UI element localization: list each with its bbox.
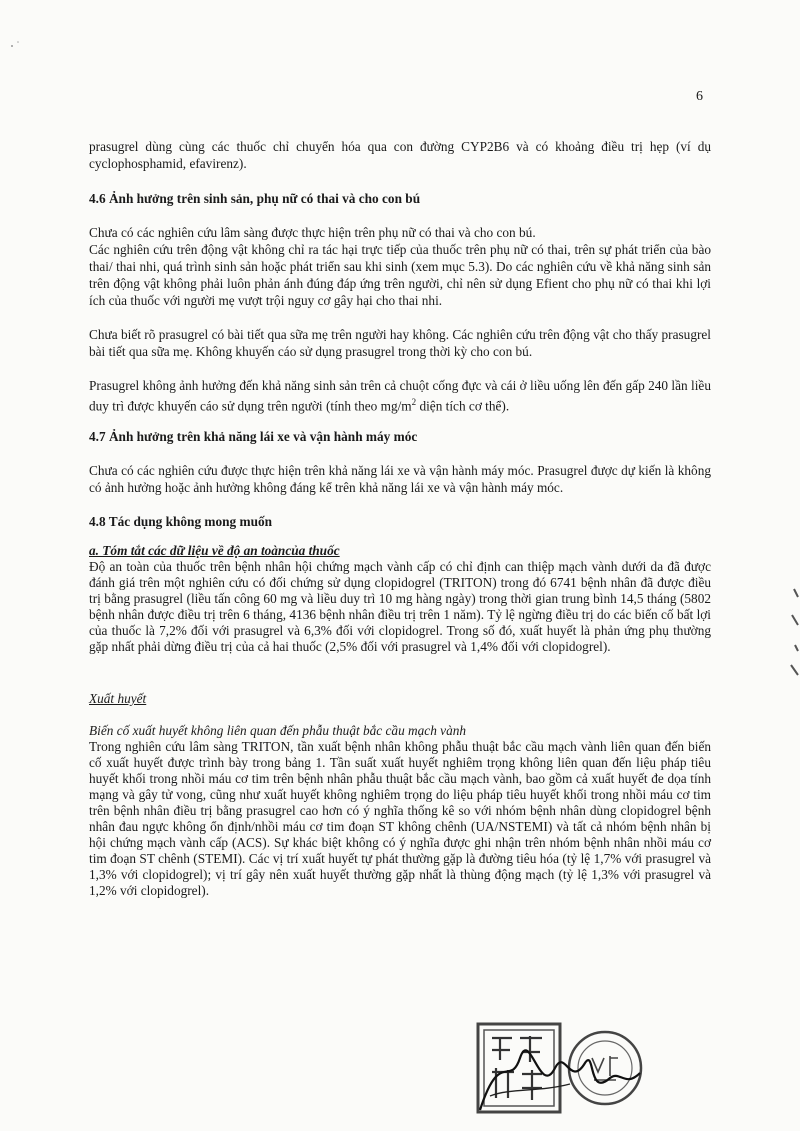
page-number: 6 bbox=[696, 89, 703, 104]
bleeding-section bbox=[89, 690, 711, 707]
para-3-sup: 2 bbox=[411, 397, 417, 407]
section-4-6 bbox=[89, 190, 711, 207]
section-4-6-para-3-text bbox=[89, 377, 711, 414]
non-cabg-heading: Biến cố xuất huyết không liên quan đến phẫu thuật bắc cầu mạch vành bbox=[89, 723, 467, 738]
scan-corner-dot bbox=[6, 38, 26, 58]
section-4-7-para-1 bbox=[89, 462, 711, 496]
para-3-before: Prasugrel không ảnh hưởng đến khả năng sinh sản trên cả chuột cống đực và cái ở liều uống lên đến gấp 240 lần liều duy trì được khuyến cáo sử dụng trên người (tính theo mg/m bbox=[89, 378, 711, 414]
non-cabg-section bbox=[89, 723, 711, 899]
intro-text: prasugrel dùng cùng các thuốc chỉ chuyển hóa qua con đường CYP2B6 và có khoảng điều trị hẹp (ví dụ cyclophosphamid, efavirenz). bbox=[89, 139, 711, 171]
section-4-6-para-2-text: Chưa biết rõ prasugrel có bài tiết qua sữa mẹ trên người hay không. Các nghiên cứu trên động vật cho thấy prasugrel bài tiết qua sữa mẹ. Không khuyến cáo sử dụng prasugrel trong thời kỳ cho con bú. bbox=[89, 327, 711, 359]
section-4-6-para-1 bbox=[89, 224, 711, 309]
section-4-8-a bbox=[89, 543, 711, 655]
section-4-7-para-1-text: Chưa có các nghiên cứu được thực hiện trên khả năng lái xe và vận hành máy móc. Prasugrel được dự kiến là không có ảnh hưởng hoặc ảnh hưởng không đáng kể trên khả năng lái xe và vận hành máy móc. bbox=[89, 463, 711, 495]
bleeding-heading: Xuất huyết bbox=[89, 691, 147, 706]
section-4-8-a-heading: a. Tóm tắt các dữ liệu về độ an toàncủa thuốc bbox=[89, 543, 340, 558]
section-4-6-para-1a: Chưa có các nghiên cứu lâm sàng được thực hiện trên phụ nữ có thai và cho con bú. bbox=[89, 225, 536, 240]
section-4-8-a-text: Độ an toàn của thuốc trên bệnh nhân hội chứng mạch vành cấp có chỉ định can thiệp mạch vành dưới da đã được đánh giá trên một nghiên cứu có đối chứng sử dụng clopidogrel (TRITON) trong đó 6741 bệnh nhân đã được điều trị bằng prasugrel (liều tấn công 60 mg và liều duy trì 10 mg hàng ngày) trong thời gian trung bình 14,5 tháng (5802 bệnh nhân được điều trị trên 6 tháng, 4136 bệnh nhân điều trị trên 1 năm). Tỷ lệ ngừng điều trị do các biến cố bất lợi của thuốc là 7,2% đối với prasugrel và 6,3% đối với clopidogrel. Trong số đó, xuất huyết là phản ứng phụ thường gặp nhất phải dừng điều trị của cả hai thuốc (2,5% đối với prasugrel và 1,4% đối với clopidogrel). bbox=[89, 559, 711, 654]
section-4-8-heading: 4.8 Tác dụng không mong muốn bbox=[89, 514, 273, 529]
para-3-after: diện tích cơ thể). bbox=[416, 398, 510, 414]
section-4-7-heading: 4.7 Ảnh hưởng trên khả năng lái xe và vận hành máy móc bbox=[89, 429, 418, 444]
non-cabg-text: Trong nghiên cứu lâm sàng TRITON, tần xuất bệnh nhân không phẫu thuật bắc cầu mạch vành liên quan đến biến cố xuất huyết được trình bày trong bảng 1. Tần suất xuất huyết nghiêm trọng không liên quan đến liệu pháp tiêu huyết khối trong nhồi máu cơ tim trên bệnh nhân phẫu thuật bắc cầu mạch vành, bao gồm cả xuất huyết đe dọa tính mạng và gây tử vong, cũng như xuất huyết không nghiêm trọng do liệu pháp tiêu huyết khối trong nhồi máu cơ tim trên bệnh nhân điều trị bằng prasugrel cao hơn có ý nghĩa thống kê so với nhóm bệnh nhân dùng clopidogrel bệnh nhân đau ngực không ổn định/nhồi máu cơ tim đoạn ST không chênh (UA/NSTEMI) và tất cả nhóm bệnh nhân bị hội chứng mạch vành cấp (ACS). Sự khác biệt không có ý nghĩa được ghi nhận trên nhóm bệnh nhân nhồi máu cơ tim đoạn ST chênh (STEMI). Các vị trí xuất huyết tự phát thường gặp là đường tiêu hóa (tỷ lệ 1,7% với prasugrel và 1,3% với clopidogrel); vị trí gây nên xuất huyết thường gặp nhất là thùng động mạch (tỷ lệ 1,3% với prasugrel và 1,2% với clopidogrel). bbox=[89, 739, 711, 898]
intro-paragraph bbox=[89, 138, 711, 172]
section-4-6-para-2 bbox=[89, 326, 711, 360]
stamp-image bbox=[470, 1018, 650, 1118]
section-4-6-heading: 4.6 Ảnh hưởng trên sinh sản, phụ nữ có thai và cho con bú bbox=[89, 191, 421, 206]
scan-edge-artifact bbox=[786, 585, 800, 695]
section-4-6-para-3 bbox=[89, 377, 711, 414]
section-4-7 bbox=[89, 428, 711, 445]
section-4-6-para-1b: Các nghiên cứu trên động vật không chỉ ra tác hại trực tiếp của thuốc trên phụ nữ có thai, trên sự phát triển của bào thai/ thai nhi, quá trình sinh sản hoặc phát triển sau khi sinh (xem mục 5.3). Do các nghiên cứu về khả năng sinh sản trên động vật không phải luôn phản ánh đúng đáp ứng trên người, chỉ nên sử dụng Efient cho phụ nữ có thai khi lợi ích của thuốc với người mẹ vượt trội nguy cơ gây hại cho thai nhi. bbox=[89, 242, 711, 308]
section-4-8 bbox=[89, 513, 711, 530]
